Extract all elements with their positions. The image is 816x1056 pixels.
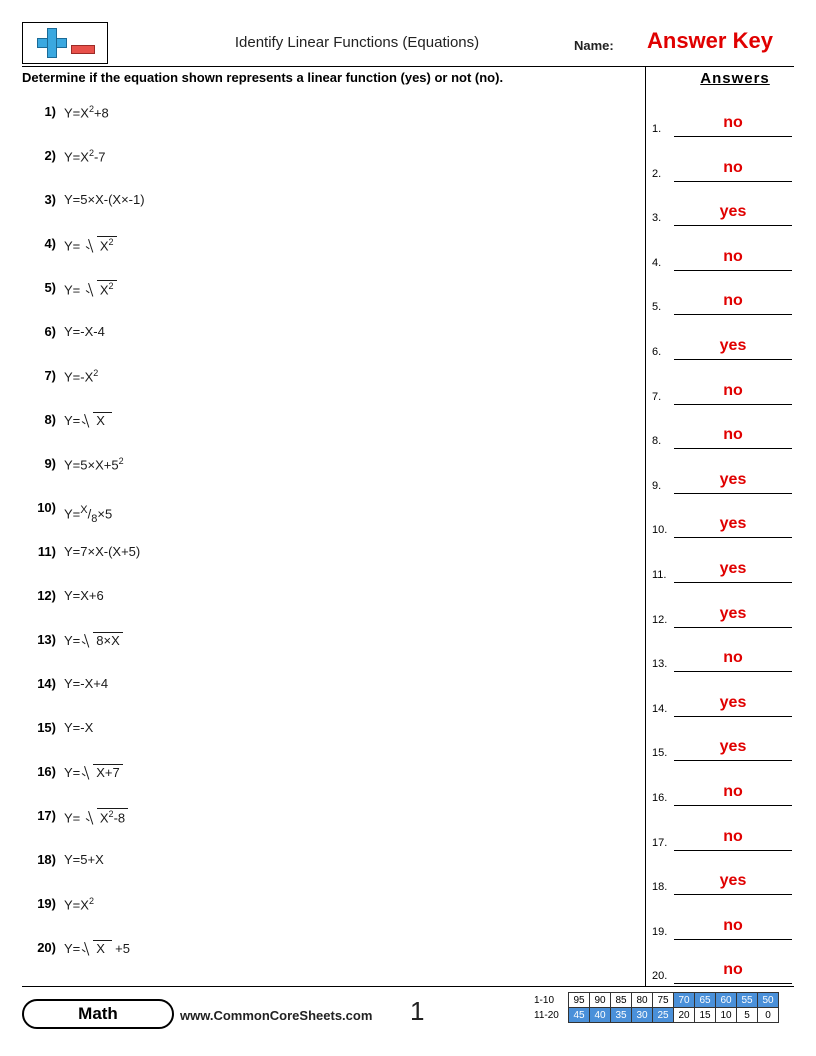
answer-line bbox=[674, 939, 792, 940]
answer-value: yes bbox=[719, 203, 747, 221]
answer-line bbox=[674, 314, 792, 315]
answer-value: no bbox=[723, 292, 743, 310]
answer-value: no bbox=[723, 114, 743, 131]
problem-item bbox=[22, 932, 632, 976]
scale-cell: 20 bbox=[674, 1008, 695, 1023]
answer-value: no bbox=[723, 649, 743, 667]
answer-value: no bbox=[723, 426, 743, 444]
answer-value: no bbox=[723, 827, 743, 845]
answer-line bbox=[674, 805, 792, 806]
answer-row bbox=[652, 288, 802, 333]
problem-item bbox=[22, 96, 632, 140]
answer-index: 11. bbox=[652, 568, 667, 581]
answer-line bbox=[674, 582, 792, 583]
answer-key-stamp: Answer Key bbox=[647, 28, 773, 53]
problem-item bbox=[22, 404, 632, 448]
scale-cell: 0 bbox=[758, 1008, 779, 1023]
header-divider bbox=[22, 66, 794, 67]
answer-row bbox=[652, 601, 802, 646]
footer-divider bbox=[22, 986, 794, 987]
answer-value: yes bbox=[719, 470, 747, 488]
minus-icon bbox=[71, 45, 95, 54]
grading-scale-table bbox=[534, 992, 779, 1023]
problem-item bbox=[22, 536, 632, 580]
answers-list bbox=[652, 110, 802, 1002]
answer-value: yes bbox=[719, 336, 747, 354]
answer-index: 4. bbox=[652, 256, 662, 269]
answer-row bbox=[652, 155, 802, 200]
problem-expression: Y=7×X-(X+5) bbox=[64, 544, 141, 559]
name-label: Name: bbox=[574, 38, 614, 53]
answer-row bbox=[652, 467, 802, 512]
answer-row bbox=[652, 824, 802, 869]
answer-index: 10. bbox=[652, 524, 668, 537]
problem-expression: Y= X +5 bbox=[64, 941, 130, 956]
table-row bbox=[534, 993, 779, 1008]
problem-number: 15) bbox=[37, 720, 56, 735]
answer-index: 14. bbox=[652, 702, 668, 715]
problem-number: 13) bbox=[37, 632, 56, 647]
problem-expression: Y=X+6 bbox=[64, 588, 104, 603]
problem-item bbox=[22, 184, 632, 228]
scale-cell: 95 bbox=[569, 993, 590, 1008]
problem-expression: Y= $X^2$ bbox=[64, 280, 117, 297]
answer-line bbox=[674, 270, 792, 271]
problem-item bbox=[22, 448, 632, 492]
problem-item bbox=[22, 580, 632, 624]
answer-index: 12. bbox=[652, 613, 668, 626]
problem-item bbox=[22, 712, 632, 756]
problem-number: 14) bbox=[37, 676, 56, 691]
problem-expression: Y=5+X bbox=[64, 852, 104, 867]
answer-value: no bbox=[723, 916, 743, 934]
answer-row bbox=[652, 734, 802, 779]
answer-index: 6. bbox=[652, 345, 662, 358]
problem-expression: Y= $X^2-8$ bbox=[64, 808, 128, 825]
answer-line bbox=[674, 850, 792, 851]
scale-cell: 40 bbox=[590, 1008, 611, 1023]
problem-expression: $Y=^X/_8\times 5$ bbox=[64, 504, 113, 525]
scale-cell: 10 bbox=[716, 1008, 737, 1023]
page-number: 1 bbox=[410, 996, 425, 1026]
directions-text: Determine if the equation shown represents a linear function (yes) or not (no). bbox=[22, 70, 504, 85]
problem-item bbox=[22, 800, 632, 844]
scale-cell: 35 bbox=[611, 1008, 632, 1023]
problem-item bbox=[22, 272, 632, 316]
scale-row1-label: 1-10 bbox=[534, 994, 555, 1006]
site-url: www.CommonCoreSheets.com bbox=[180, 1008, 373, 1023]
problem-number: 17) bbox=[37, 808, 56, 823]
problem-expression: Y=5×X-(X×-1) bbox=[64, 192, 145, 207]
answer-line bbox=[674, 537, 792, 538]
answer-line bbox=[674, 359, 792, 360]
scale-cell: 65 bbox=[695, 993, 716, 1008]
problem-number: 3) bbox=[44, 192, 56, 207]
scale-cell: 15 bbox=[695, 1008, 716, 1023]
answer-index: 13. bbox=[652, 658, 668, 671]
problem-expression: Y= X+7 bbox=[64, 764, 123, 780]
answer-row bbox=[652, 556, 802, 601]
answer-row bbox=[652, 913, 802, 958]
grading-scale bbox=[534, 992, 779, 1023]
worksheet-header bbox=[22, 22, 794, 64]
problem-expression: Y=-X+4 bbox=[64, 676, 109, 691]
problem-item bbox=[22, 624, 632, 668]
answer-value: no bbox=[723, 381, 743, 399]
answer-index: 18. bbox=[652, 881, 668, 894]
scale-cell: 50 bbox=[758, 993, 779, 1008]
answer-line bbox=[674, 181, 792, 182]
answer-index: 16. bbox=[652, 791, 668, 804]
problem-number: 10) bbox=[37, 500, 56, 515]
answer-line bbox=[674, 760, 792, 761]
problem-number: 2) bbox=[44, 148, 56, 163]
problem-number: 4) bbox=[44, 236, 56, 251]
problem-expression: Y= 8×X bbox=[64, 632, 123, 648]
answer-value: no bbox=[723, 158, 743, 176]
page-title: Identify Linear Functions (Equations) bbox=[234, 34, 480, 51]
answer-row bbox=[652, 378, 802, 423]
scale-cell: 45 bbox=[569, 1008, 590, 1023]
answers-heading: Answers bbox=[700, 70, 770, 87]
problem-item bbox=[22, 756, 632, 800]
answer-line bbox=[674, 983, 792, 984]
scale-cell: 60 bbox=[716, 993, 737, 1008]
problem-expression: Y= X bbox=[64, 412, 112, 428]
problem-expression: $Y=X^2-7$ bbox=[64, 148, 106, 165]
problem-expression: $Y=5\times X+5^2$ bbox=[64, 456, 124, 473]
answer-value: yes bbox=[719, 738, 747, 756]
problem-number: 8) bbox=[44, 412, 56, 427]
problem-expression: $Y=X^2+8$ bbox=[64, 104, 109, 121]
answer-index: 9. bbox=[652, 479, 662, 492]
answer-row bbox=[652, 645, 802, 690]
problem-number: 5) bbox=[44, 280, 56, 295]
problem-list bbox=[22, 96, 632, 976]
answer-value: yes bbox=[719, 559, 747, 577]
problem-number: 19) bbox=[37, 896, 56, 911]
table-row bbox=[534, 1008, 779, 1023]
answer-line bbox=[674, 894, 792, 895]
problem-number: 9) bbox=[44, 456, 56, 471]
problem-number: 20) bbox=[37, 940, 56, 955]
answer-row bbox=[652, 199, 802, 244]
scale-cell: 90 bbox=[590, 993, 611, 1008]
answer-value: no bbox=[723, 961, 743, 979]
problem-number: 6) bbox=[44, 324, 56, 339]
answer-row bbox=[652, 422, 802, 467]
scale-cell: 80 bbox=[632, 993, 653, 1008]
scale-row2-label: 11-20 bbox=[534, 1009, 559, 1021]
logo bbox=[22, 22, 108, 64]
answer-line bbox=[674, 404, 792, 405]
subject-label: Math bbox=[78, 1004, 118, 1023]
answer-value: yes bbox=[719, 604, 747, 622]
problem-item bbox=[22, 888, 632, 932]
answer-index: 1. bbox=[652, 123, 662, 135]
answer-index: 20. bbox=[652, 970, 668, 983]
answer-line bbox=[674, 627, 792, 628]
answer-row bbox=[652, 690, 802, 735]
problem-item bbox=[22, 360, 632, 404]
problem-expression: Y=-X bbox=[64, 720, 94, 735]
scale-cell: 85 bbox=[611, 993, 632, 1008]
problem-item bbox=[22, 228, 632, 272]
answer-row bbox=[652, 868, 802, 913]
problem-number: 12) bbox=[37, 588, 56, 603]
problem-number: 18) bbox=[37, 852, 56, 867]
answer-row bbox=[652, 244, 802, 289]
answer-line bbox=[674, 493, 792, 494]
problem-item bbox=[22, 492, 632, 536]
plus-icon bbox=[37, 28, 67, 58]
problem-item bbox=[22, 140, 632, 184]
answer-value: yes bbox=[719, 872, 747, 890]
answer-row bbox=[652, 779, 802, 824]
problem-number: 16) bbox=[37, 764, 56, 779]
answer-line bbox=[674, 225, 792, 226]
answer-index: 3. bbox=[652, 212, 662, 225]
subject-badge bbox=[22, 999, 174, 1029]
answer-row bbox=[652, 511, 802, 556]
scale-cell: 55 bbox=[737, 993, 758, 1008]
problem-expression: $Y=-X^2$ bbox=[64, 368, 99, 385]
problem-number: 7) bbox=[44, 368, 56, 383]
column-divider bbox=[645, 66, 646, 986]
answer-line bbox=[674, 136, 792, 137]
answer-index: 8. bbox=[652, 435, 662, 448]
problem-expression: Y= $X^2$ bbox=[64, 236, 117, 253]
problem-item bbox=[22, 316, 632, 360]
scale-cell: 30 bbox=[632, 1008, 653, 1023]
answer-index: 2. bbox=[652, 167, 662, 180]
problem-expression: Y=-X-4 bbox=[64, 324, 105, 339]
scale-cell: 70 bbox=[674, 993, 695, 1008]
answer-index: 7. bbox=[652, 390, 662, 403]
scale-cell: 25 bbox=[653, 1008, 674, 1023]
answer-line bbox=[674, 716, 792, 717]
scale-cell: 5 bbox=[737, 1008, 758, 1023]
answer-row bbox=[652, 110, 802, 155]
answer-value: no bbox=[723, 782, 743, 800]
answer-index: 17. bbox=[652, 836, 668, 849]
problem-expression: $Y=X^2$ bbox=[64, 896, 94, 913]
answer-line bbox=[674, 671, 792, 672]
problem-number: 11) bbox=[37, 544, 56, 559]
answer-index: 15. bbox=[652, 747, 668, 760]
answer-value: yes bbox=[719, 693, 747, 711]
answer-index: 5. bbox=[652, 301, 662, 314]
answer-row bbox=[652, 333, 802, 378]
answer-value: no bbox=[723, 247, 743, 265]
answer-index: 19. bbox=[652, 925, 668, 938]
answer-value: yes bbox=[719, 515, 747, 533]
scale-cell: 75 bbox=[653, 993, 674, 1008]
problem-item bbox=[22, 668, 632, 712]
problem-item bbox=[22, 844, 632, 888]
answer-line bbox=[674, 448, 792, 449]
problem-number: 1) bbox=[44, 104, 56, 119]
